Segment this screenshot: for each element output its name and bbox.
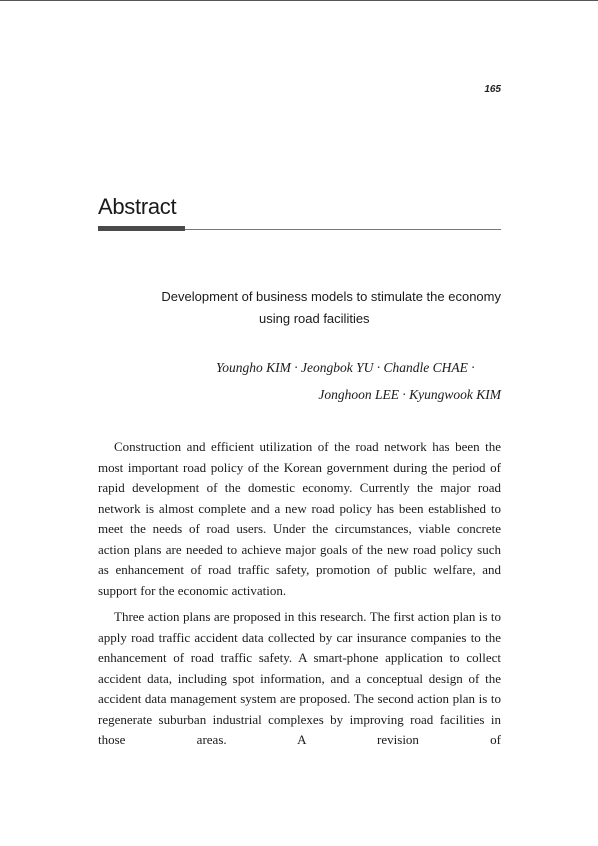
author-list-line-1: Youngho KIM · Jeongbok YU · Chandle CHAE · — [216, 360, 475, 375]
paper-title-line-2: using road facilities — [259, 311, 370, 326]
abstract-paragraph-2: Three action plans are proposed in this research. The first action plan is to apply road traffic accident data collected by car insurance companies to the enhancement of road traffic safety. A smart-phone application to collect accident data, including spot information, and a conceptual design of the accident data management system are proposed. The second action plan is to regenerate suburban industrial complexes by improving road facilities in those areas. A revision of — [98, 609, 501, 747]
paper-title — [98, 286, 501, 330]
section-title-accent-bar — [98, 226, 185, 231]
page-top-rule — [0, 0, 598, 1]
abstract-body — [98, 437, 501, 757]
section-title: Abstract — [98, 194, 177, 219]
page-number: 165 — [484, 84, 501, 95]
author-list — [98, 354, 501, 408]
paper-title-line-1: Development of business models to stimulate the economy — [161, 289, 501, 304]
author-list-line-2: Jonghoon LEE · Kyungwook KIM — [318, 387, 501, 402]
abstract-paragraph-1: Construction and efficient utilization of the road network has been the most important road policy of the Korean government during the period of rapid development of the domestic economy. Currently the major road network is almost complete and a new road policy has been established to meet the needs of road users. Under the circumstances, viable concrete action plans are needed to achieve major goals of the new road policy such as enhancement of road traffic safety, promotion of public welfare, and support for the economic activation. — [98, 439, 501, 598]
